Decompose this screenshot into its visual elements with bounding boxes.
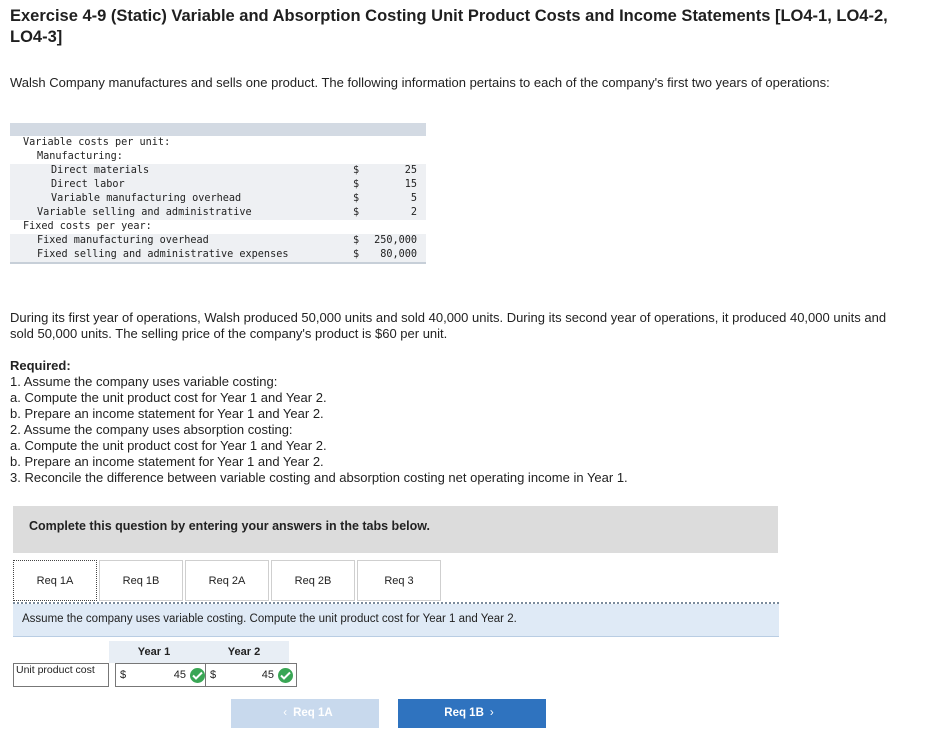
tab-req-1b[interactable]: Req 1B <box>99 560 183 601</box>
year1-input[interactable] <box>115 663 209 687</box>
row-label: Variable manufacturing overhead <box>51 193 242 204</box>
table-row <box>10 178 426 192</box>
table-header-bar <box>10 123 426 136</box>
currency-symbol: $ <box>353 165 360 176</box>
required-line: 3. Reconcile the difference between variable costing and absorption costing net operating income in Year 1. <box>10 470 628 485</box>
row-label: Direct materials <box>51 165 150 176</box>
currency-symbol: $ <box>353 235 360 246</box>
currency-symbol: $ <box>120 669 127 681</box>
table-row <box>10 192 426 206</box>
banner-text: Complete this question by entering your answers in the tabs below. <box>29 519 430 533</box>
currency-symbol: $ <box>353 193 360 204</box>
tab-req-3[interactable]: Req 3 <box>357 560 441 601</box>
required-heading: Required: <box>10 358 71 373</box>
table-row <box>10 234 426 248</box>
variable-costs-header: Variable costs per unit: <box>23 137 171 148</box>
chevron-left-icon: ‹ <box>283 707 288 719</box>
currency-symbol: $ <box>353 249 360 260</box>
prev-tab-button[interactable] <box>231 699 379 728</box>
row-value: 5 <box>410 193 417 204</box>
table-row <box>10 220 426 234</box>
col-header-year1: Year 1 <box>109 641 199 663</box>
tab-req-1a[interactable]: Req 1A <box>13 560 97 601</box>
required-line: b. Prepare an income statement for Year 1 and Year 2. <box>10 406 324 421</box>
exercise-title: Exercise 4-9 (Static) Variable and Absorption Costing Unit Product Costs and Income Statements [LO4-1, LO4-2, LO4-3] <box>10 7 888 46</box>
currency-symbol: $ <box>353 207 360 218</box>
row-label: Fixed manufacturing overhead <box>37 235 209 246</box>
row-label: Variable selling and administrative <box>37 207 252 218</box>
cost-data-table <box>10 123 426 264</box>
required-section <box>10 358 890 486</box>
row-label: Fixed selling and administrative expenses <box>37 249 289 260</box>
table-row <box>10 248 426 262</box>
check-icon <box>278 668 293 683</box>
table-row <box>10 206 426 220</box>
year2-input[interactable] <box>205 663 297 687</box>
col-header-year2: Year 2 <box>199 641 289 663</box>
table-row <box>10 150 426 164</box>
manufacturing-header: Manufacturing: <box>37 151 123 162</box>
check-icon <box>190 668 205 683</box>
tab-instruction <box>13 604 779 637</box>
chevron-right-icon: › <box>489 707 494 719</box>
required-line: 2. Assume the company uses absorption costing: <box>10 422 293 437</box>
currency-symbol: $ <box>210 669 217 681</box>
required-line: a. Compute the unit product cost for Year 1 and Year 2. <box>10 438 327 453</box>
requirement-tabs <box>13 560 779 604</box>
required-line: 1. Assume the company uses variable costing: <box>10 374 278 389</box>
next-button-label: Req 1B <box>444 707 484 719</box>
row-label: Direct labor <box>51 179 125 190</box>
required-line: a. Compute the unit product cost for Year 1 and Year 2. <box>10 390 327 405</box>
tab-req-2b[interactable]: Req 2B <box>271 560 355 601</box>
operations-paragraph: During its first year of operations, Walsh produced 50,000 units and sold 40,000 units. During its second year of operations, it produced 40,000 units and sold 50,000 units. The selling price of the company's product is $60 per unit. <box>10 310 887 341</box>
instructions-banner <box>13 506 778 553</box>
tab-req-2a[interactable]: Req 2A <box>185 560 269 601</box>
prev-button-label: Req 1A <box>293 707 333 719</box>
required-line: b. Prepare an income statement for Year 1 and Year 2. <box>10 454 324 469</box>
year2-value: 45 <box>261 669 274 681</box>
row-value: 2 <box>410 207 417 218</box>
table-row <box>10 164 426 178</box>
row-label-unit-product-cost: Unit product cost <box>13 663 109 687</box>
year1-value: 45 <box>173 669 186 681</box>
row-value: 25 <box>404 165 417 176</box>
row-value: 15 <box>404 179 417 190</box>
table-row <box>10 136 426 150</box>
fixed-costs-header: Fixed costs per year: <box>23 221 152 232</box>
instruction-text: Assume the company uses variable costing. Compute the unit product cost for Year 1 and Year 2. <box>22 613 517 625</box>
intro-text: Walsh Company manufactures and sells one product. The following information pertains to each of the company's first two years of operations: <box>10 75 830 90</box>
next-tab-button[interactable] <box>398 699 546 728</box>
currency-symbol: $ <box>353 179 360 190</box>
row-value: 250,000 <box>374 235 417 246</box>
row-value: 80,000 <box>380 249 417 260</box>
